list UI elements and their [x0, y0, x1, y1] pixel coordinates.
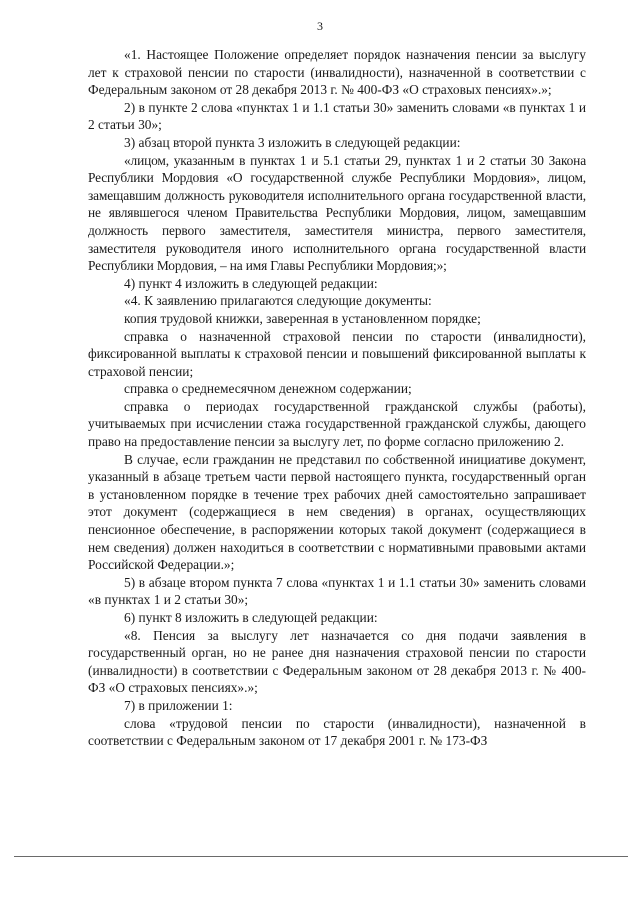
paragraph-10: справка о периодах государственной гражданской службы (работы), учитываемых при исчислении стажа государственной гражданской службы, дающего право на предоставление пенсии за выслугу лет, по форме согласно приложению 2. [88, 398, 586, 450]
paragraph-3: 3) абзац второй пункта 3 изложить в следующей редакции: [124, 134, 461, 150]
paragraph-11: В случае, если гражданин не представил по собственной инициативе документ, указанный в абзаце третьем части первой настоящего пункта, государственный орган в установленном порядке в течение трех рабочих дней самостоятельно запрашивает этот документ (содержащиеся в нем сведения) в органах, осуществляющих пенсионное обеспечение, в распоряжении которых такой документ (содержащиеся в нем сведения) должен находиться в соответствии с нормативными правовыми актами Российской Федерации.»; [88, 451, 586, 573]
page-number: 3 [317, 19, 323, 33]
paragraph-9: справка о среднемесячном денежном содержании; [124, 381, 412, 397]
paragraph-16: слова «трудовой пенсии по старости (инвалидности), назначенной в соответствии с Федеральным законом от 17 декабря 2001 г. № 173-ФЗ [88, 715, 586, 749]
document-body [88, 46, 586, 750]
paragraph-15: 7) в приложении 1: [124, 697, 233, 713]
paragraph-6: «4. К заявлению прилагаются следующие документы: [124, 293, 432, 309]
paragraph-4: «лицом, указанным в пунктах 1 и 5.1 статьи 29, пунктах 1 и 2 статьи 30 Закона Республики Мордовия «О государственной службе Республики Мордовия», лицом, замещавшим должность руководителя исполнительного органа государственной власти, не являвшегося членом Правительства Республики Мордовия, лицом, замещавшим должность первого заместителя, заместителя министра, первого заместителя, заместителя руководителя иного исполнительного органа государственной власти Республики Мордовия, – на имя Главы Республики Мордовия;»; [88, 152, 586, 274]
paragraph-13: 6) пункт 8 изложить в следующей редакции: [124, 610, 378, 625]
paragraph-14: «8. Пенсия за выслугу лет назначается со дня подачи заявления в государственный орган, но не ранее дня назначения страховой пенсии по старости (инвалидности) в соответствии с Федеральным законом от 28 декабря 2013 г. № 400-ФЗ «О страховых пенсиях».»; [88, 627, 586, 696]
paragraph-12: 5) в абзаце втором пункта 7 слова «пунктах 1 и 1.1 статьи 30» заменить словами «в пунктах 1 и 2 статьи 30»; [88, 574, 586, 608]
paragraph-1: «1. Настоящее Положение определяет порядок назначения пенсии за выслугу лет к страховой пенсии по старости (инвалидности), назначенной в соответствии с Федеральным законом от 28 декабря 2013 г. № 400-ФЗ «О страховых пенсиях».»; [88, 47, 586, 98]
bottom-rule [14, 856, 628, 857]
paragraph-8: справка о назначенной страховой пенсии по старости (инвалидности), фиксированной выплаты к страховой пенсии и повышений фиксированной выплаты к страховой пенсии; [88, 328, 586, 379]
paragraph-2: 2) в пункте 2 слова «пунктах 1 и 1.1 статьи 30» заменить словами «в пунктах 1 и 2 статьи 30»; [88, 99, 586, 133]
paragraph-7: копия трудовой книжки, заверенная в установленном порядке; [124, 310, 481, 326]
paragraph-5: 4) пункт 4 изложить в следующей редакции: [124, 275, 378, 291]
